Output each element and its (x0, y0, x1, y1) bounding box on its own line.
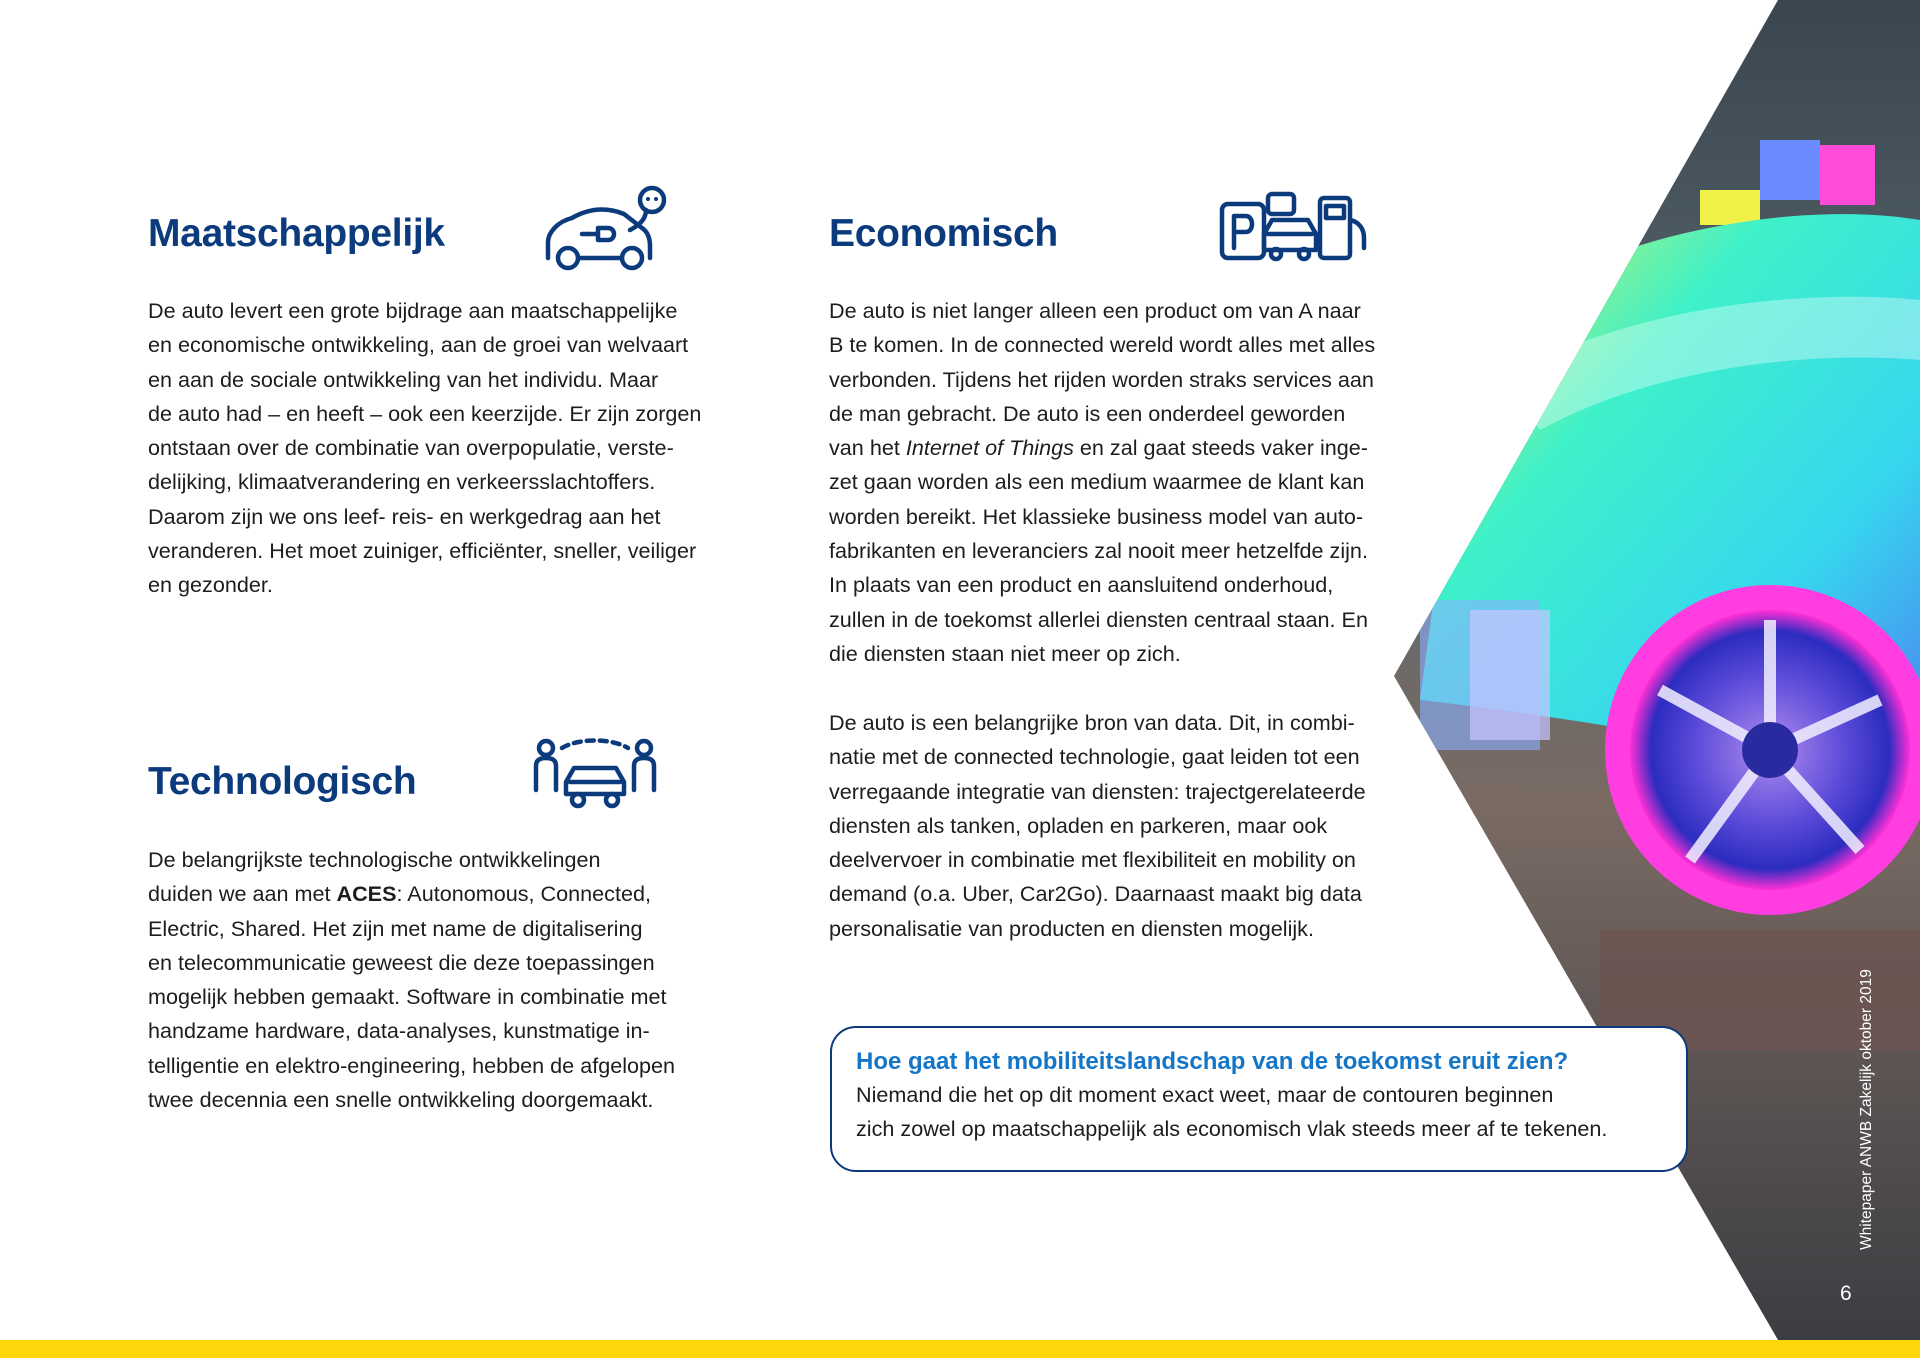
text-line: B te komen. In de connected wereld wordt alles met alles (829, 332, 1376, 358)
text-line: zet gaan worden als een medium waarmee de klant kan (829, 469, 1365, 495)
text-line: en telecommunicatie geweest die deze toepassingen (148, 949, 655, 975)
callout-box (830, 1026, 1688, 1172)
body-economisch (829, 294, 1375, 671)
text-line: De belangrijkste technologische ontwikkelingen (148, 847, 601, 872)
text-line: deelvervoer in combinatie met flexibiliteit en mobility on (829, 847, 1356, 873)
iot-term: Internet of Things (905, 435, 1074, 461)
text-line: ontstaan over de combinatie van overpopulatie, verste- (148, 435, 674, 461)
text-line: en economische ontwikkeling, aan de groei van welvaart (148, 332, 689, 358)
callout-question: Hoe gaat het mobiliteitslandschap van de toekomst eruit zien? (856, 1048, 1569, 1075)
text-line: De auto is een belangrijke bron van data. Dit, in combi- (829, 710, 1355, 735)
body-maatschappelijk (148, 294, 701, 603)
parking-car-fuel-icon (1218, 190, 1368, 264)
text-line: demand (o.a. Uber, Car2Go). Daarnaast maakt big data (829, 881, 1362, 907)
text-fragment: duiden we aan met (148, 881, 337, 907)
text-line: De auto is niet langer alleen een product om van A naar (829, 298, 1361, 323)
text-line: de man gebracht. De auto is een onderdeel geworden (829, 400, 1346, 426)
text-line: verregaande integratie van diensten: trajectgerelateerde (829, 778, 1366, 804)
heading-technologisch: Technologisch (148, 760, 417, 803)
callout-answer-line: Niemand die het op dit moment exact weet, maar de contouren beginnen (856, 1082, 1554, 1107)
body-economisch-data (829, 706, 1366, 946)
text-line: natie met de connected technologie, gaat leiden tot een (829, 744, 1360, 770)
body-technologisch (148, 843, 675, 1117)
shared-car-people-icon (532, 738, 658, 814)
text-line: delijking, klimaatverandering en verkeersslachtoffers. (148, 469, 656, 495)
text-line-aces (148, 877, 675, 911)
text-line: worden bereikt. Het klassieke business model van auto- (829, 503, 1364, 529)
text-line: handzame hardware, data-analyses, kunstmatige in- (148, 1018, 650, 1044)
text-line: personalisatie van producten en diensten mogelijk. (829, 915, 1314, 941)
text-line: In plaats van een product en aansluitend onderhoud, (829, 572, 1334, 598)
text-line: telligentie en elektro-engineering, hebben de afgelopen (148, 1052, 676, 1078)
text-line: diensten als tanken, opladen en parkeren, maar ook (829, 812, 1328, 838)
text-line: twee decennia een snelle ontwikkeling doorgemaakt. (148, 1087, 654, 1113)
text-line: de auto had – en heeft – ook een keerzijde. Er zijn zorgen (148, 400, 702, 426)
text-line: zullen in de toekomst allerlei diensten centraal staan. En (829, 606, 1368, 632)
text-line: Daarom zijn we ons leef- reis- en werkgedrag aan het (148, 503, 661, 529)
text-line: fabrikanten en leveranciers zal nooit meer hetzelfde zijn. (829, 538, 1368, 564)
text-line: die diensten staan niet meer op zich. (829, 640, 1181, 666)
text-fragment: en zal gaat steeds vaker inge- (1073, 435, 1368, 461)
publication-label: Whitepaper ANWB Zakelijk oktober 2019 (1858, 969, 1875, 1250)
text-line: Electric, Shared. Het zijn met name de digitalisering (148, 915, 643, 941)
text-line: veranderen. Het moet zuiniger, efficiënter, sneller, veiliger (148, 538, 697, 564)
text-line: en aan de sociale ontwikkeling van het individu. Maar (148, 366, 659, 392)
footer-bar (0, 1340, 1920, 1358)
text-fragment: van het (829, 435, 906, 461)
page-number: 6 (1840, 1282, 1852, 1305)
text-line: verbonden. Tijdens het rijden worden straks services aan (829, 366, 1374, 392)
text-fragment: : Autonomous, Connected, (396, 881, 651, 907)
text-line: mogelijk hebben gemaakt. Software in combinatie met (148, 984, 667, 1010)
text-line: en gezonder. (148, 572, 273, 598)
text-line: De auto levert een grote bijdrage aan maatschappelijke (148, 298, 678, 323)
text-line-iot (829, 431, 1375, 465)
heading-maatschappelijk: Maatschappelijk (148, 212, 445, 255)
aces-term: ACES (336, 881, 397, 907)
heading-economisch: Economisch (829, 212, 1058, 255)
callout-answer-line: zich zowel op maatschappelijk als economisch vlak steeds meer af te tekenen. (856, 1116, 1608, 1141)
electric-car-plug-icon (542, 184, 670, 272)
